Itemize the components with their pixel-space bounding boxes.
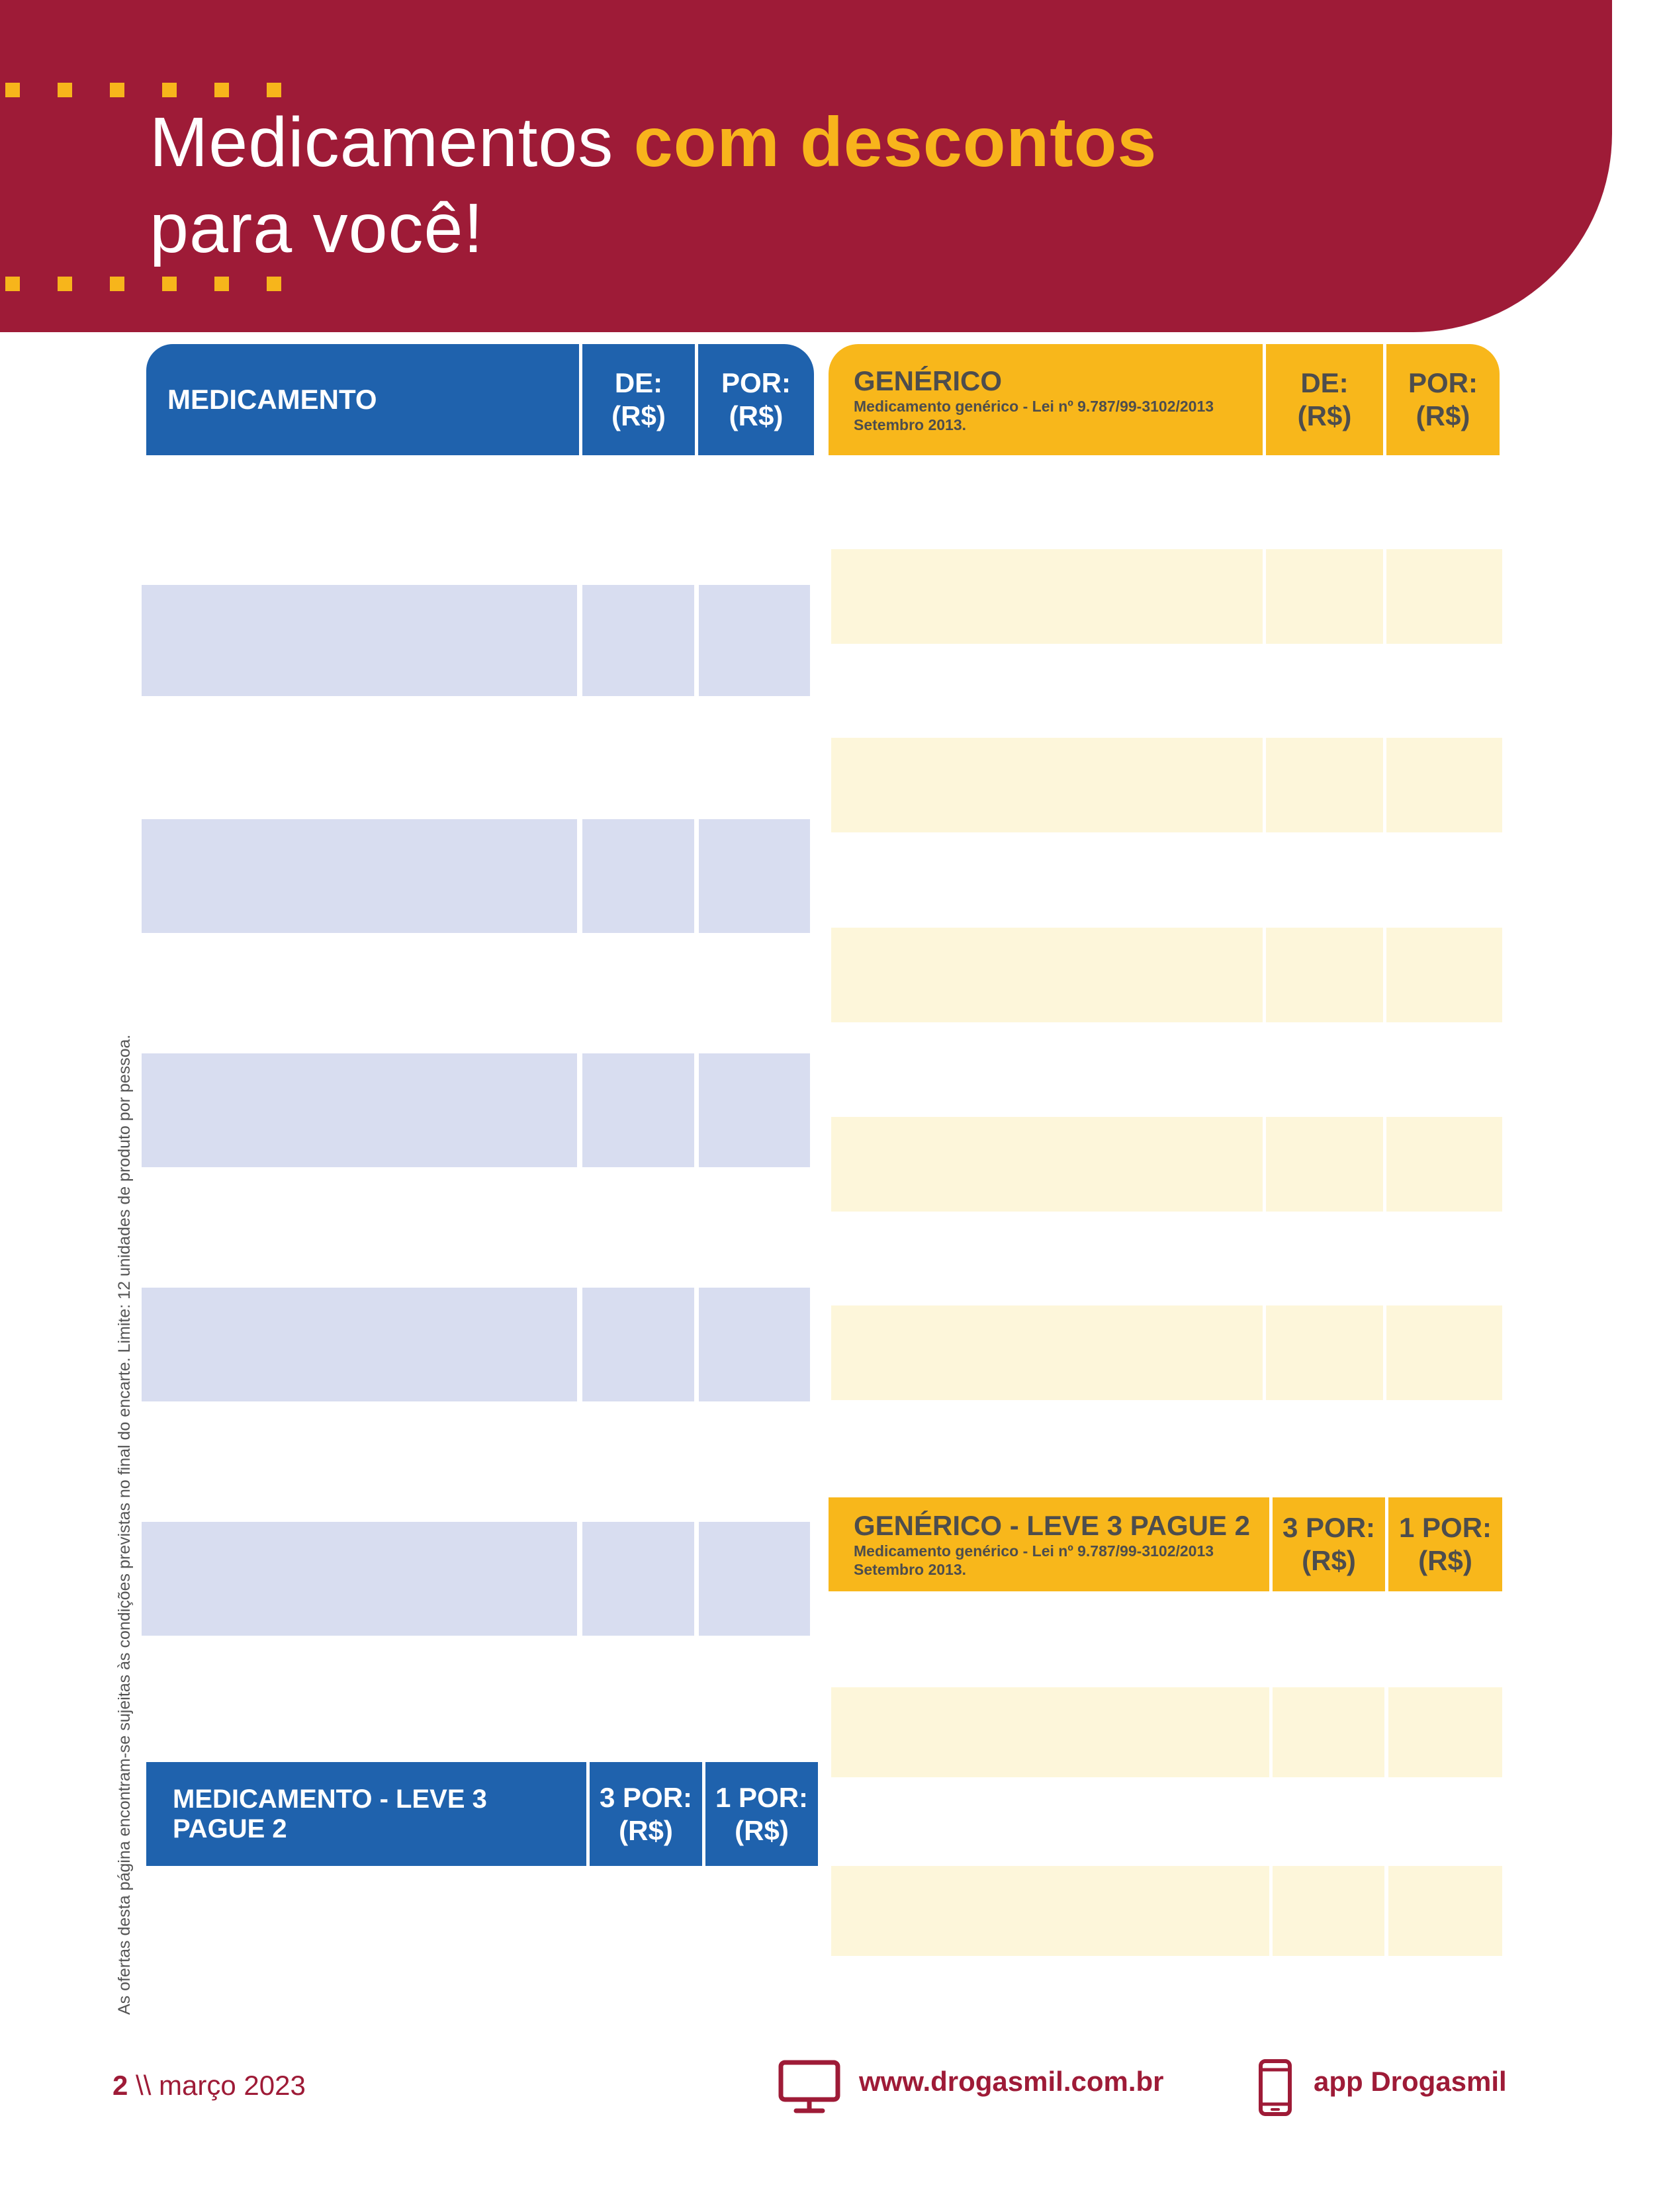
table-row [1266,1117,1383,1212]
table-row [142,585,577,696]
por-label: POR: [1408,367,1478,398]
por-unit: (R$) [1416,400,1470,431]
table-row [1266,1305,1383,1400]
generico-leve3-subtitle-2: Setembro 2013. [854,1561,967,1578]
table-row [1266,928,1383,1022]
de-label: DE: [1300,367,1349,398]
de-unit: (R$) [1297,400,1352,431]
table-row [582,819,694,933]
table-row [1273,1687,1384,1777]
page-number: 2 [112,2070,128,2101]
table-row [1386,1305,1502,1400]
medicamento-header [146,344,579,455]
table-row [1388,1687,1502,1777]
medicamento-leve3-header [146,1762,586,1866]
1por-unit: (R$) [735,1814,789,1846]
medicamento-leve3-col-name: MEDICAMENTO - LEVE 3 PAGUE 2 [173,1784,487,1843]
3por-label: 3 POR: [1282,1512,1376,1543]
title-line2: para você! [150,189,484,267]
table-row [1273,1866,1384,1956]
website-link[interactable]: www.drogasmil.com.br [859,2066,1164,2097]
medicamento-col-name: MEDICAMENTO [167,384,377,415]
table-row [699,585,810,696]
generico-leve3-3por-header [1273,1497,1385,1591]
medicamento-por-header [698,344,814,455]
1por-label: 1 POR: [715,1781,809,1813]
offer-terms-note: As ofertas desta página encontram-se sujeitas às condições previstas no final do encarte. Limite: 12 unidades de produto por pessoa. [115,1034,134,2015]
table-row [582,1053,694,1167]
table-row [831,928,1263,1022]
table-row [142,1522,577,1636]
footer-separator: \\ [128,2070,159,2101]
table-row [1266,738,1383,832]
table-row [1266,549,1383,644]
generico-col-name: GENÉRICO [854,365,1003,396]
1por-label: 1 POR: [1398,1512,1492,1543]
table-row [582,585,694,696]
table-row [831,1117,1263,1212]
table-row [699,1522,810,1636]
app-link[interactable]: app Drogasmil [1314,2066,1507,2097]
smartphone-icon [1257,2058,1293,2117]
table-row [699,1053,810,1167]
table-row [1386,738,1502,832]
monitor-icon [778,2059,841,2115]
generico-de-header [1266,344,1383,455]
table-row [699,1288,810,1401]
medicamento-leve3-1por-header [705,1762,818,1866]
generico-leve3-col-name: GENÉRICO - LEVE 3 PAGUE 2 [854,1510,1251,1541]
generico-leve3-1por-header [1388,1497,1502,1591]
table-row [1388,1866,1502,1956]
1por-unit: (R$) [1418,1545,1472,1576]
generico-por-header [1386,344,1500,455]
table-row [831,1687,1269,1777]
de-label: DE: [614,367,663,398]
generico-subtitle-2: Setembro 2013. [854,416,967,433]
edition-date: março 2023 [159,2070,306,2101]
table-row [582,1522,694,1636]
table-row [1386,549,1502,644]
table-row [831,738,1263,832]
page-title [150,99,1157,271]
table-row [831,1305,1263,1400]
footer-edition [112,2070,306,2101]
table-row [1386,1117,1502,1212]
table-row [831,549,1263,644]
generico-header [829,344,1263,455]
3por-unit: (R$) [619,1814,673,1846]
3por-label: 3 POR: [599,1781,693,1813]
table-row [142,1288,577,1401]
table-row [831,1866,1269,1956]
title-accent: com descontos [633,103,1157,181]
title-regular: Medicamentos [150,103,634,181]
generico-subtitle-1: Medicamento genérico - Lei nº 9.787/99-3102/2013 [854,398,1214,415]
table-row [1386,928,1502,1022]
por-label: POR: [721,367,791,398]
table-row [699,819,810,933]
generico-leve3-header [829,1497,1269,1591]
table-row [582,1288,694,1401]
medicamento-de-header [582,344,695,455]
de-unit: (R$) [611,400,666,431]
generico-leve3-subtitle-1: Medicamento genérico - Lei nº 9.787/99-3102/2013 [854,1542,1214,1560]
table-row [142,819,577,933]
medicamento-leve3-3por-header [590,1762,702,1866]
table-row [142,1053,577,1167]
por-unit: (R$) [729,400,784,431]
3por-unit: (R$) [1302,1545,1356,1576]
